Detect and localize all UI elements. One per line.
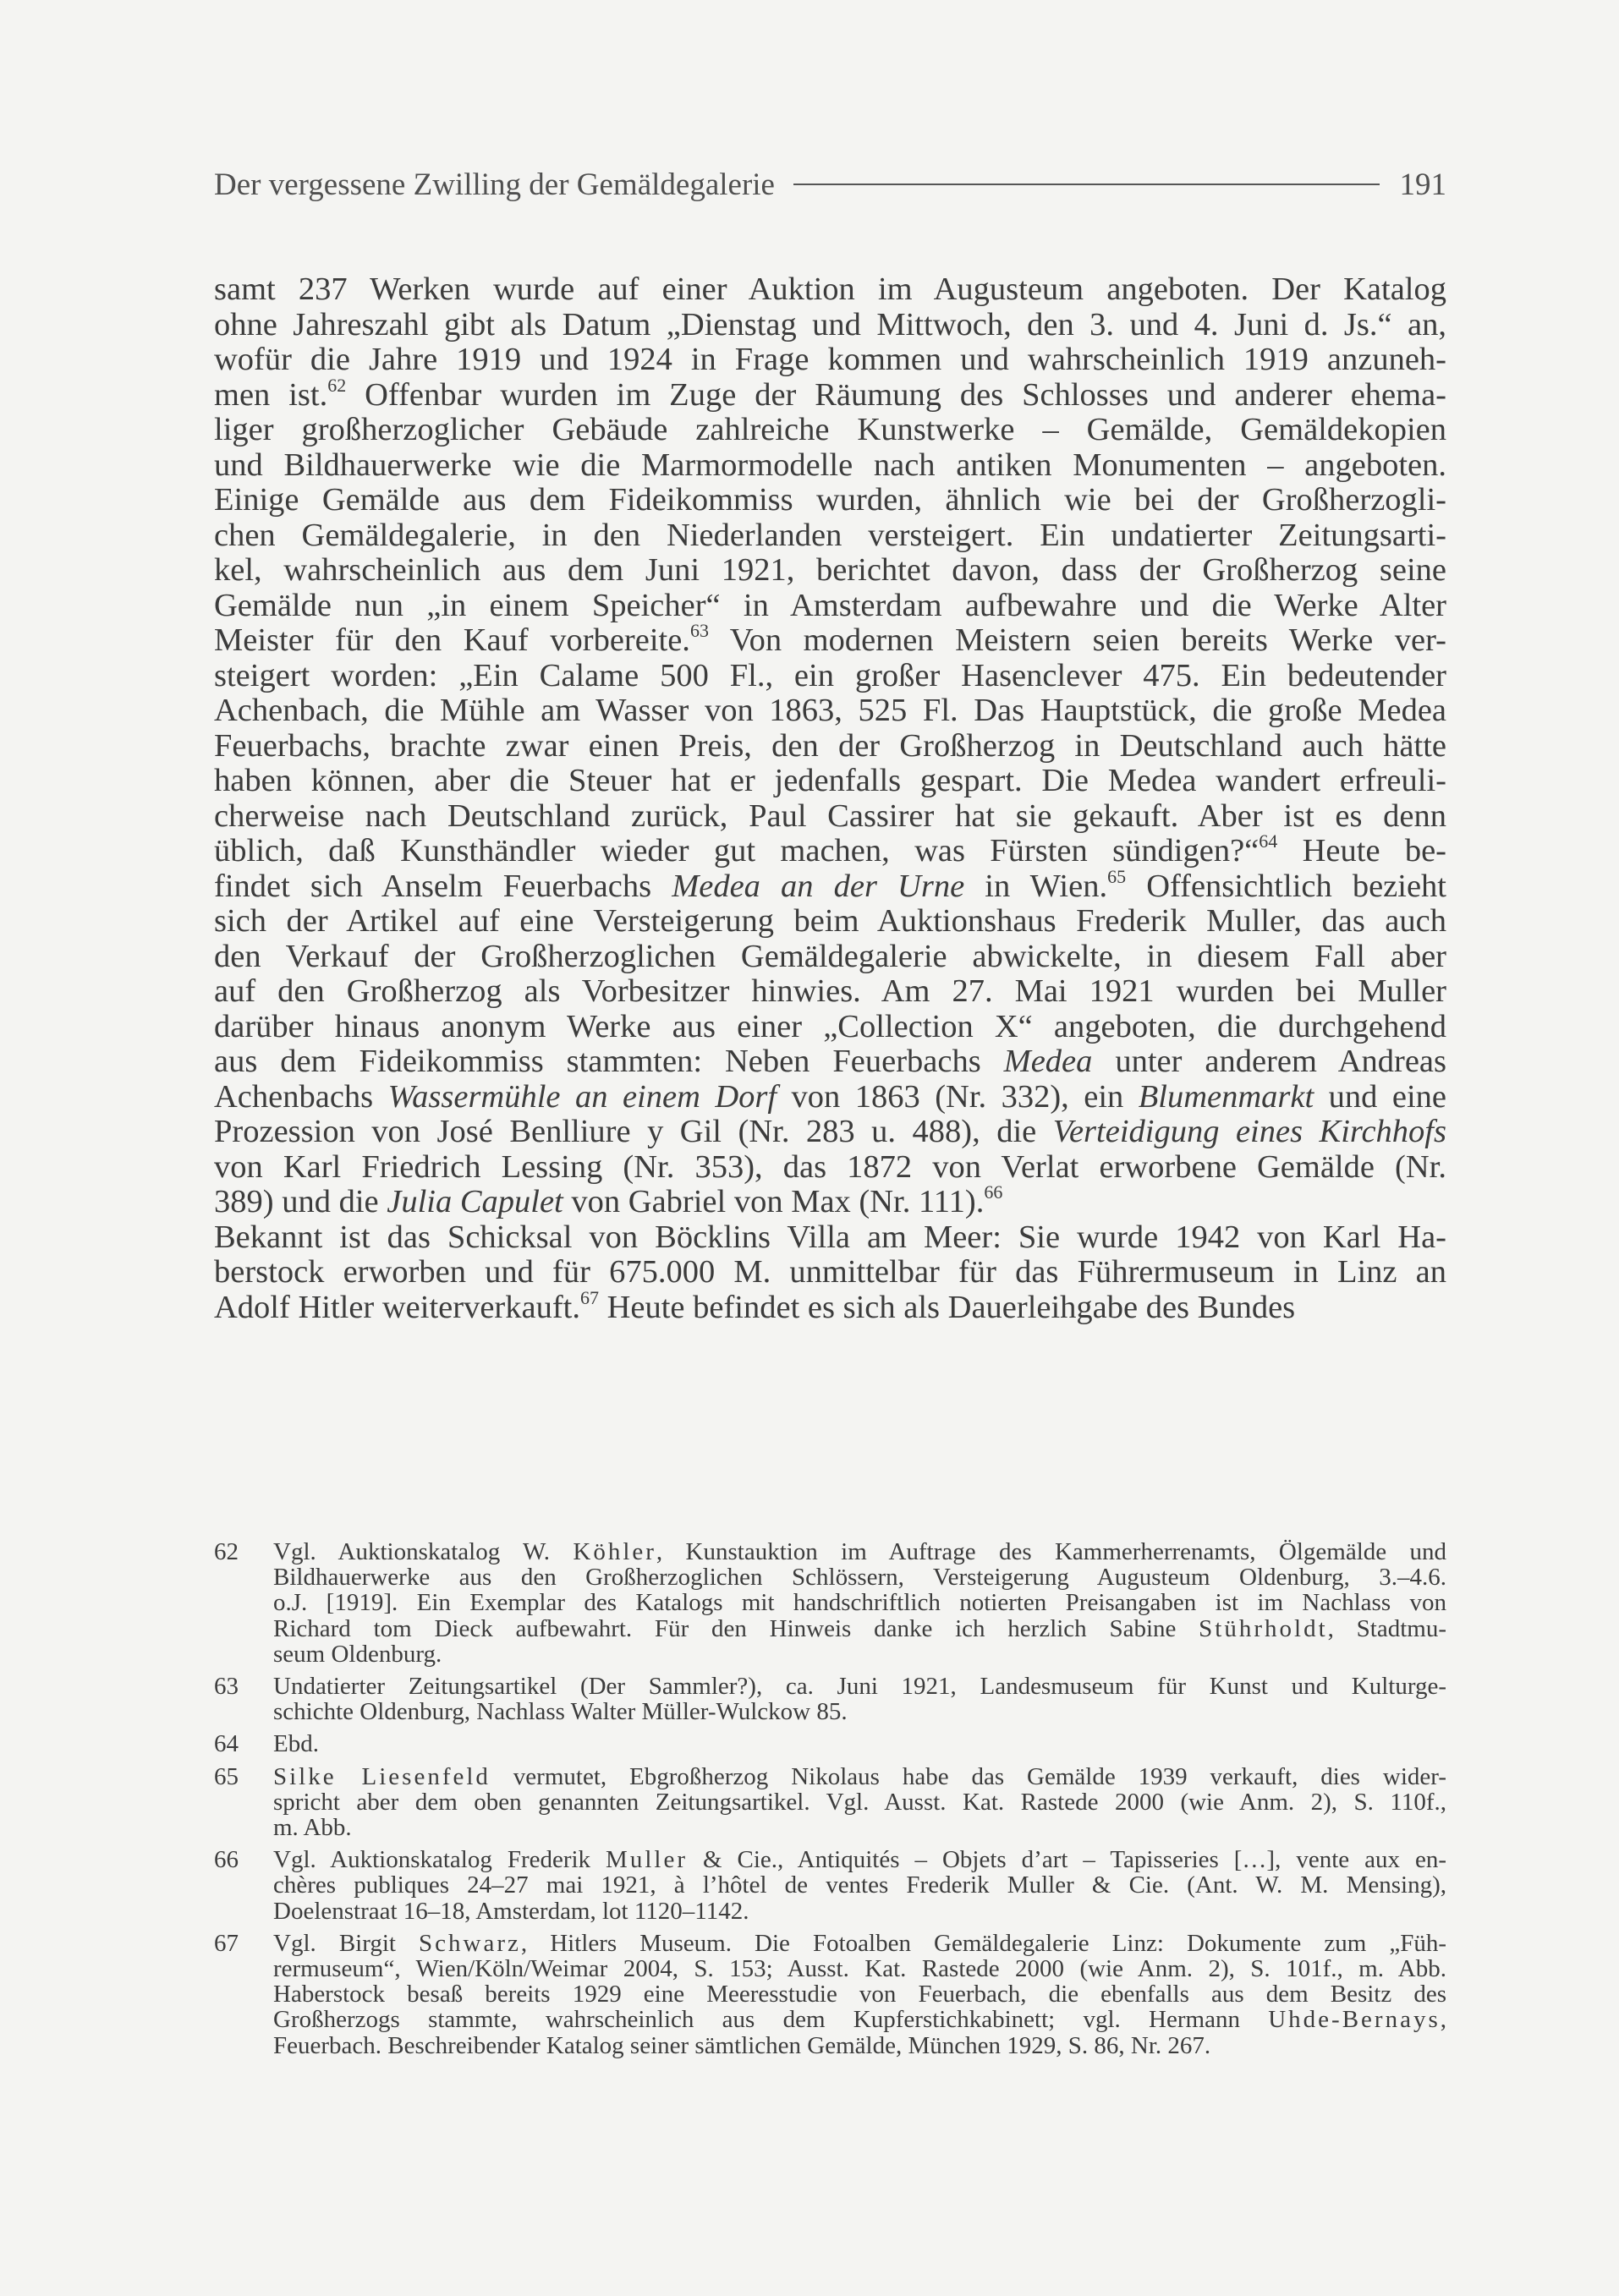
footnote-text xyxy=(273,1539,1446,1667)
text-line: berstock erworben und für 675.000 M. unmittelbar für das Führermuseum in Linz an xyxy=(214,1254,1446,1290)
text-line: haben können, aber die Steuer hat er jedenfalls gespart. Die Medea wandert erfreuli- xyxy=(214,763,1446,798)
author-name: Schwarz xyxy=(419,1929,521,1957)
text-line: Adolf Hitler weiterverkauft.$^{67}$ Heute befindet es sich als Dauerleihgabe des Bundes xyxy=(214,1286,1296,1325)
text-line: wofür die Jahre 1919 und 1924 in Frage kommen und wahrscheinlich 1919 anzuneh- xyxy=(214,342,1446,377)
author-name: Köhler xyxy=(573,1538,656,1565)
text-line: von Karl Friedrich Lessing (Nr. 353), das 1872 von Verlat erworbene Gemälde (Nr. xyxy=(214,1148,1446,1185)
text-line: samt 237 Werken wurde auf einer Auktion im Augusteum angeboten. Der Katalog xyxy=(214,271,1446,307)
footnote-number: 64 xyxy=(214,1730,239,1758)
text-line: cherweise nach Deutschland zurück, Paul Cassirer hat sie gekauft. Aber ist es denn xyxy=(214,797,1446,834)
footnote-number: 66 xyxy=(214,1846,239,1874)
footnote xyxy=(214,1931,1446,2058)
work-title: Julia Capulet xyxy=(387,1184,563,1219)
footnote-text xyxy=(273,1731,1446,1756)
footnotes xyxy=(214,1539,1446,2065)
footnote-text xyxy=(273,1674,1446,1724)
footnote-line: o.J. [1919]. Ein Exemplar des Katalogs mit handschriftlich notierten Preisangaben ist im Nachlass von xyxy=(273,1589,1446,1617)
footnote-line: schichte Oldenburg, Nachlass Walter Müller-Wulckow 85. xyxy=(273,1698,848,1726)
text-line: Einige Gemälde aus dem Fideikommiss wurden, ähnlich wie bei der Großherzogli- xyxy=(214,482,1446,518)
footnote-line: seum Oldenburg. xyxy=(273,1640,442,1668)
text-line: Meister für den Kauf vorbereite.$^{63}$ Von modernen Meistern seien bereits Werke ver- xyxy=(214,620,1446,658)
footnote-line: Silke Liesenfeld vermutet, Ebgroßherzog Nikolaus habe das Gemälde 1939 verkauft, dies wider- xyxy=(273,1762,1446,1790)
text-line: Feuerbachs, brachte zwar einen Preis, den der Großherzog in Deutschland auch hätte xyxy=(214,727,1446,764)
text-line: steigert worden: „Ein Calame 500 Fl., ein großer Hasenclever 475. Ein bedeutender xyxy=(214,657,1446,693)
work-title: Wassermühle an einem Dorf xyxy=(387,1078,777,1115)
text-line: Gemälde nun „in einem Speicher“ in Amsterdam aufbewahre und die Werke Alter xyxy=(214,587,1446,623)
footnote xyxy=(214,1539,1446,1667)
footnote-number: 62 xyxy=(214,1538,239,1565)
footnote-number: 67 xyxy=(214,1929,239,1957)
footnote-text xyxy=(273,1764,1446,1841)
author-name: Silke Liesenfeld xyxy=(273,1762,491,1790)
footnote-line: chères publiques 24–27 mai 1921, à l’hôtel de ventes Frederik Muller & Cie. (Ant. W. M. Mensing), xyxy=(273,1871,1446,1899)
footnote-line: Haberstock besaß bereits 1929 eine Meeresstudie von Feuerbach, die ebenfalls aus dem Besitz des xyxy=(273,1981,1446,2008)
text-line: den Verkauf der Großherzoglichen Gemäldegalerie abwickelte, in diesem Fall aber xyxy=(214,938,1446,974)
footnote-text xyxy=(273,1847,1446,1924)
text-line: darüber hinaus anonym Werke aus einer „Collection X“ angeboten, die durchgehend xyxy=(214,1008,1446,1044)
footnote-line: Undatierter Zeitungsartikel (Der Sammler?), ca. Juni 1921, Landesmuseum für Kunst und Kulturge- xyxy=(273,1673,1446,1701)
work-title: Medea xyxy=(1003,1044,1093,1079)
text-line: Achenbach, die Mühle am Wasser von 1863, 525 Fl. Das Hauptstück, die große Medea xyxy=(214,693,1446,728)
footnote-text xyxy=(273,1931,1446,2058)
main-text xyxy=(214,272,1446,1325)
author-name: Stührholdt xyxy=(1199,1614,1328,1642)
footnote-line: Bildhauerwerke aus den Großherzoglichen Schlössern, Versteigerung Augusteum Oldenburg, 3.–4.6. xyxy=(273,1564,1446,1592)
text-line: und Bildhauerwerke wie die Marmormodelle nach antiken Monumenten – angeboten. xyxy=(214,447,1446,483)
footnote-line: Vgl. Birgit Schwarz, Hitlers Museum. Die Fotoalben Gemäldegalerie Linz: Dokumente zum „Füh- xyxy=(273,1929,1446,1957)
text-line: sich der Artikel auf eine Versteigerung beim Auktionshaus Frederik Muller, das auch xyxy=(214,903,1446,939)
page-number: 191 xyxy=(1399,167,1446,202)
text-line: aus dem Fideikommiss stammten: Neben Feuerbachs Medea unter anderem Andreas xyxy=(214,1044,1447,1079)
text-line: ohne Jahreszahl gibt als Datum „Dienstag und Mittwoch, den 3. und 4. Juni d. Js.“ an, xyxy=(214,306,1446,342)
footnote-line: rermuseum“, Wien/Köln/Weimar 2004, S. 153; Ausst. Kat. Rastede 2000 (wie Anm. 2), S. 101f., m. Abb. xyxy=(273,1955,1446,1983)
footnote-line: Richard tom Dieck aufbewahrt. Für den Hinweis danke ich herzlich Sabine Stührholdt, Stadtmu- xyxy=(273,1614,1446,1642)
text-line: 389) und die Julia Capulet von Gabriel von Max (Nr. 111).$^{66}$ xyxy=(214,1181,1003,1219)
footnote-ref: 65 xyxy=(1107,865,1127,887)
footnote-ref: 67 xyxy=(579,1286,599,1308)
footnote-line: spricht aber dem oben genannten Zeitungsartikel. Vgl. Ausst. Kat. Rastede 2000 (wie Anm. 2), S. 110f., xyxy=(273,1788,1446,1816)
text-line: üblich, daß Kunsthändler wieder gut machen, was Fürsten sündigen?“$^{64}$ Heute be- xyxy=(214,830,1447,869)
text-line: auf den Großherzog als Vorbesitzer hinwies. Am 27. Mai 1921 wurden bei Muller xyxy=(214,973,1446,1009)
footnote-ref: 63 xyxy=(689,620,709,641)
footnote xyxy=(214,1764,1446,1841)
text-line: Prozession von José Benlliure y Gil (Nr. 283 u. 488), die Verteidigung eines Kirchhofs xyxy=(214,1114,1446,1149)
footnote-line: Vgl. Auktionskatalog Frederik Muller & Cie., Antiquités – Objets d’art – Tapisseries […], vente aux en- xyxy=(273,1846,1446,1874)
footnote-line: Doelenstraat 16–18, Amsterdam, lot 1120–1142. xyxy=(273,1897,749,1925)
footnote-line: Feuerbach. Beschreibender Katalog seiner sämtlichen Gemälde, München 1929, S. 86, Nr. 267. xyxy=(273,2031,1211,2059)
author-name: Muller xyxy=(606,1846,688,1874)
text-line: kel, wahrscheinlich aus dem Juni 1921, berichtet davon, dass der Großherzog seine xyxy=(214,552,1446,588)
footnote-ref: 62 xyxy=(327,374,347,396)
footnote xyxy=(214,1674,1446,1724)
header-rule xyxy=(793,184,1380,185)
footnote-line: Großherzogs stammte, wahrscheinlich aus dem Kupferstichkabinett; vgl. Hermann Uhde-Bernays, xyxy=(273,2006,1446,2034)
work-title: Verteidigung eines Kirchhofs xyxy=(1052,1114,1446,1149)
footnote xyxy=(214,1847,1446,1924)
footnote-number: 63 xyxy=(214,1673,239,1701)
page-header xyxy=(214,161,1446,208)
footnote-line: Vgl. Auktionskatalog W. Köhler, Kunstauktion im Auftrage des Kammerherrenamts, Ölgemälde und xyxy=(273,1538,1446,1565)
text-line: Achenbachs Wassermühle an einem Dorf von 1863 (Nr. 332), ein Blumenmarkt und eine xyxy=(214,1078,1446,1115)
author-name: Uhde-Bernays xyxy=(1268,2006,1441,2034)
text-line: chen Gemäldegalerie, in den Niederlanden versteigert. Ein undatierter Zeitungsarti- xyxy=(214,517,1446,553)
footnote-line: m. Abb. xyxy=(273,1814,352,1842)
footnote-number: 65 xyxy=(214,1762,239,1790)
footnote xyxy=(214,1731,1446,1756)
text-line: Bekannt ist das Schicksal von Böcklins Villa am Meer: Sie wurde 1942 von Karl Ha- xyxy=(214,1219,1446,1255)
text-line: liger großherzoglicher Gebäude zahlreiche Kunstwerke – Gemälde, Gemäldekopien xyxy=(214,412,1446,447)
footnote-line: Ebd. xyxy=(273,1730,319,1758)
footnote-ref: 64 xyxy=(1259,830,1278,852)
footnote-ref: 66 xyxy=(984,1181,1003,1203)
text-line: men ist.$^{62}$ Offenbar wurden im Zuge der Räumung des Schlosses und anderer ehema- xyxy=(214,374,1446,413)
work-title: Blumenmarkt xyxy=(1138,1078,1314,1115)
running-title: Der vergessene Zwilling der Gemäldegalerie xyxy=(214,167,775,202)
work-title: Medea an der Urne xyxy=(672,868,965,904)
text-line: findet sich Anselm Feuerbachs Medea an der Urne in Wien.$^{65}$ Offensichtlich bezieht xyxy=(214,865,1446,904)
